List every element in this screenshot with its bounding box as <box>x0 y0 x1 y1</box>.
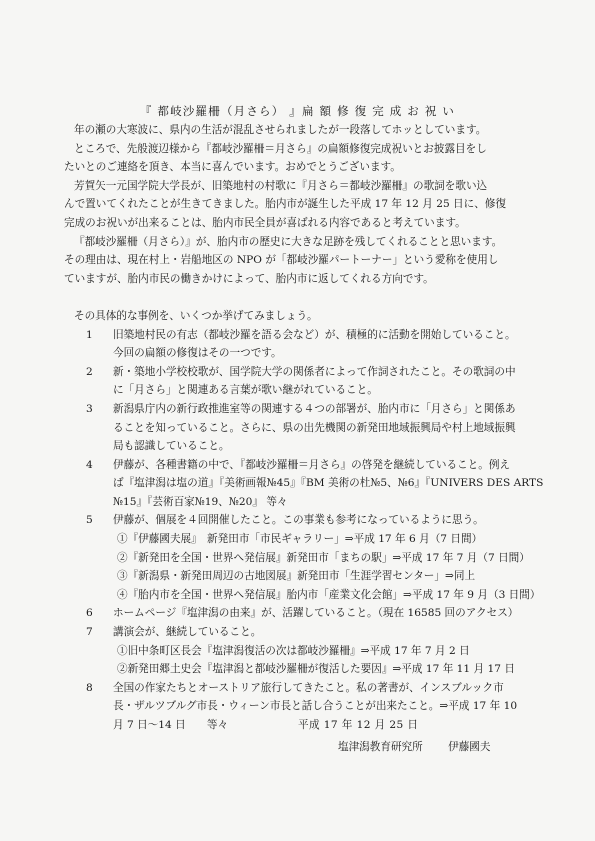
document-date: 平成 17 年 12 月 25 日 <box>298 719 419 731</box>
sub-item: ②『新発田を全国・世界へ発信展』新発田市「まちの駅」⇒平成 17 年 7 月（7 日間） <box>117 551 530 564</box>
item-text: に「月さら」と関連ある言葉が歌い継がれていること。 <box>113 384 378 397</box>
item-text: 全国の作家たちとオーストリア旅行してきたこと。私の著書が、インスブルック市 <box>113 681 504 694</box>
item-text: ることを知っていること。さらに、県の出先機関の新発田地域振興局や村上地域振興 <box>113 421 516 434</box>
paragraph-line: 年の瀬の大寒波に、県内の生活が混乱させられましたが一段落してホッとしています。 <box>74 124 487 136</box>
paragraph-line: 完成のお祝いが出来ることは、胎内市民全員が喜ばれる内容であると考えています。 <box>64 216 466 229</box>
sub-item: ②新発田郷土史会『塩津潟と都岐沙羅柵が復活した要因』⇒平成 17 年 11 月 17 日 <box>117 663 515 676</box>
item-number: 1 <box>86 328 93 341</box>
item-number: 7 <box>86 626 93 639</box>
list-item <box>64 623 540 642</box>
item-text: 新潟県庁内の新行政推進室等の関連する４つの部署が、胎内市に「月さら」と関係あ <box>113 402 516 415</box>
item-text: 講演会が、継続していること。 <box>113 626 262 639</box>
item-number: 3 <box>86 402 93 415</box>
paragraph-line: 『都岐沙羅柵（月さら）』が、胎内市の歴史に大きな足跡を残してくれることと思います。 <box>74 235 503 248</box>
item-number: 5 <box>86 514 93 527</box>
item-text: №15』『芸術百家№19、№20』 等々 <box>113 495 288 508</box>
organization-name: 塩津潟教育研究所 <box>338 741 423 753</box>
list-item <box>64 511 540 530</box>
item-text: 局も認識していること。 <box>113 440 230 453</box>
item-number: 4 <box>86 458 93 471</box>
intro-line: その具体的な事例を、いくつか挙げてみましょう。 <box>74 309 318 322</box>
item-text: ホームページ『塩津潟の由来』が、活躍していること。（現在 16585 回のアクセス） <box>113 607 519 620</box>
item-text: 旧築地村民の有志（都岐沙羅を語る会など）が、積極的に活動を開始していること。 <box>113 328 516 341</box>
sub-item: ①『伊藤國夫展』 新発田市「市民ギャラリー」⇒平成 17 年 6 月（7 日間） <box>117 533 483 546</box>
paragraph-line: ていますが、胎内市民の働きかけによって、胎内市に返してくれる方向です。 <box>64 272 434 285</box>
list-item <box>64 604 540 623</box>
item-text: 長・ザルツブルグ市長・ウィーン市長と話し合うことが出来たこと。⇒平成 17 年 10 <box>113 700 518 713</box>
item-text: ば『塩津潟は塩の道』『美術画報№45』『BM 美術の杜№5、№6』『UNIVERS DES ARTS <box>113 477 544 490</box>
sub-item: ①旧中条町区長会『塩津潟復活の次は都岐沙羅柵』⇒平成 17 年 7 月 2 日 <box>117 644 470 657</box>
item-number: 2 <box>86 365 93 378</box>
document-title: 『 都岐沙羅柵（月さら） 』扁 額 修 復 完 成 お 祝 い <box>139 104 456 118</box>
paragraph-line: ところで、先般渡辺様から『都岐沙羅柵＝月さら』の扁額修復完成祝いとお披露目をし <box>74 142 487 155</box>
list-item <box>64 326 540 345</box>
list-item <box>64 400 540 419</box>
list-item <box>64 679 540 698</box>
list-item <box>64 456 540 475</box>
item-text: 伊藤が、各種書籍の中で、『都岐沙羅柵＝月さら』の啓発を継続していること。例え <box>113 458 511 471</box>
paragraph-line: んで置いてくれたことが生きてきました。胎内市が誕生した平成 17 年 12 月 25 日に、修復 <box>64 198 507 211</box>
paragraph-line: その理由は、現在村上・岩船地区の NPO が「都岐沙羅パートーナー」という愛称を使用し <box>64 254 499 267</box>
item-text: 月 7 日～14 日 等々 <box>113 719 229 731</box>
sub-item: ③『新潟県・新発田周辺の古地図展』新発田市「生涯学習センター」⇒同上 <box>117 570 476 583</box>
paragraph-line: たいとのご連絡を頂き、本当に喜んでいます。おめでとうございます。 <box>64 161 401 174</box>
list-item <box>64 363 540 382</box>
paragraph-line: 芳賀矢一元国学院大学長が、旧築地村の村歌に『月さら＝都岐沙羅柵』の歌詞を歌い込 <box>74 179 488 192</box>
item-text: 今回の扁額の修復はその一つです。 <box>113 347 282 360</box>
sub-item: ④『胎内市を全国・世界へ発信展』胎内市「産業文化会館」⇒平成 17 年 9 月（3 日間） <box>117 588 541 601</box>
spacer <box>64 288 540 307</box>
signature-block <box>338 739 491 754</box>
item-number: 8 <box>86 681 93 694</box>
item-text: 伊藤が、個展を４回開催したこと。この事業も参考になっているように思う。 <box>113 514 484 527</box>
document-body <box>64 121 544 735</box>
item-text: 新・築地小学校校歌が、国学院大学の関係者によって作詞されたこと。その歌詞の中 <box>113 365 516 378</box>
item-number: 6 <box>86 607 93 620</box>
author-name: 伊藤國夫 <box>448 741 491 753</box>
